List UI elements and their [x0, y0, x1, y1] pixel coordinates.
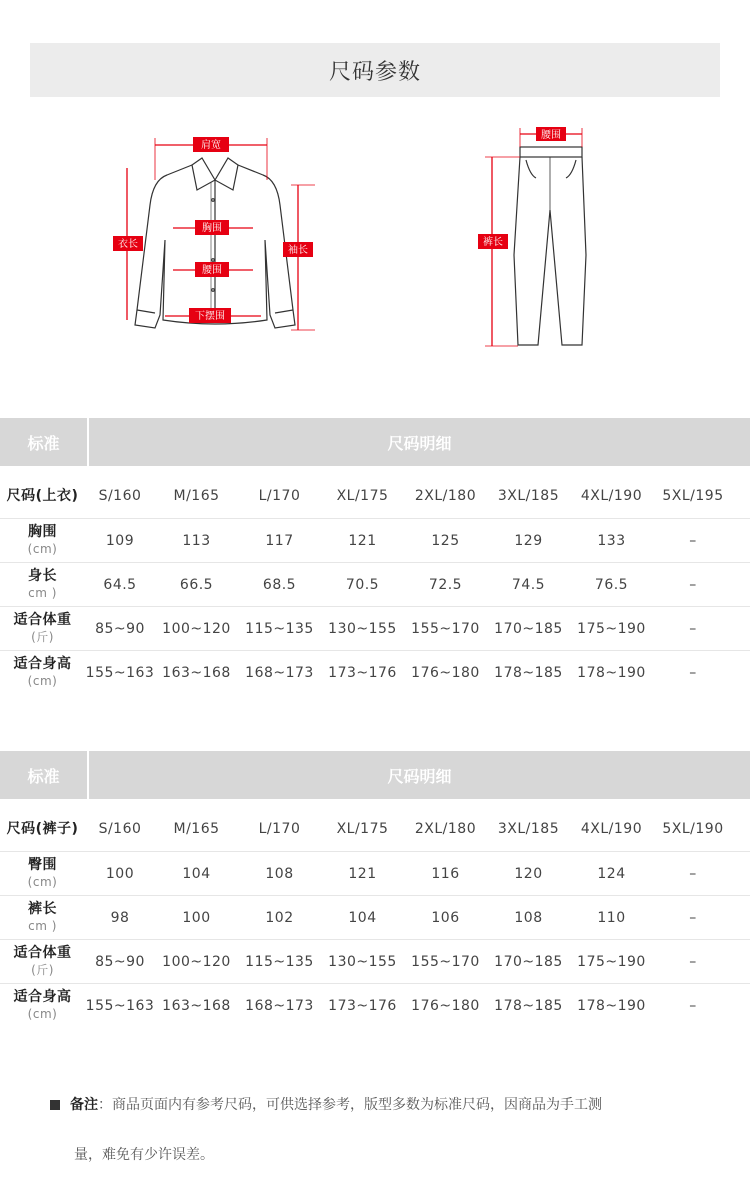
table-cell: 176~180 — [411, 998, 480, 1014]
size-cell: 2XL/180 — [414, 821, 477, 837]
table-cell: 66.5 — [179, 577, 214, 593]
row-label-unit: (斤) — [31, 630, 54, 644]
table-cell: 106 — [431, 910, 460, 926]
table-cell: – — [689, 665, 697, 681]
row-label-text: 臀围 — [28, 857, 57, 873]
note-label: 备注 — [70, 1097, 98, 1113]
table-cell: 100~120 — [162, 954, 231, 970]
size-cell: M/165 — [173, 488, 220, 504]
table-cell: 124 — [597, 866, 626, 882]
size-row-label: 尺码(裤子) — [6, 820, 79, 837]
table-cell: 100~120 — [162, 621, 231, 637]
table-cell: 98 — [110, 910, 130, 926]
table-cell: 100 — [105, 866, 135, 882]
table-cell: 129 — [514, 533, 543, 549]
table-cell: 178~185 — [494, 665, 563, 681]
row-label-text: 适合身高 — [13, 989, 72, 1005]
table-cell: 108 — [514, 910, 543, 926]
table-cell: 170~185 — [494, 954, 563, 970]
table-cell: 109 — [105, 533, 135, 549]
table-cell: 121 — [348, 866, 377, 882]
table-cell: 115~135 — [245, 621, 314, 637]
table-cell: 176~180 — [411, 665, 480, 681]
bullet-square-icon — [50, 1100, 60, 1110]
row-label — [0, 852, 85, 896]
table-cell: 74.5 — [511, 577, 546, 593]
shirt-diagram — [105, 120, 335, 360]
size-cell: 4XL/190 — [580, 821, 643, 837]
table-cell: 110 — [597, 910, 626, 926]
row-label-text: 适合体重 — [13, 945, 72, 961]
chest-label: 胸围 — [202, 223, 222, 234]
detail-header: 尺码明细 — [387, 433, 452, 453]
shoulder-label: 肩宽 — [201, 140, 221, 151]
table-header — [0, 751, 750, 799]
table-cell: 155~170 — [411, 621, 480, 637]
table-cell: 173~176 — [328, 998, 397, 1014]
table-cell: – — [689, 577, 697, 593]
pants-size-table — [0, 751, 750, 799]
table-cell: 163~168 — [162, 665, 231, 681]
table-cell: 120 — [514, 866, 543, 882]
row-label — [0, 940, 85, 984]
table-cell: 178~190 — [577, 998, 646, 1014]
size-cell: 4XL/190 — [580, 488, 643, 504]
table-cell: – — [689, 866, 697, 882]
table-row — [0, 983, 750, 1028]
size-cell: S/160 — [98, 821, 142, 837]
table-row — [0, 562, 750, 607]
row-label-unit: cm ) — [28, 919, 57, 933]
pants-length-label: 裤长 — [483, 237, 503, 248]
table-cell: 163~168 — [162, 998, 231, 1014]
size-cell: L/170 — [258, 488, 301, 504]
size-row — [0, 807, 750, 851]
size-cell: 2XL/180 — [414, 488, 477, 504]
std-header: 标准 — [0, 751, 89, 799]
table-cell: 85~90 — [95, 954, 145, 970]
size-cell: 5XL/190 — [662, 821, 724, 837]
row-label — [0, 607, 85, 651]
size-cell: XL/175 — [336, 821, 389, 837]
table-cell: 104 — [182, 866, 211, 882]
row-label-text: 适合体重 — [13, 612, 72, 628]
table-cell: 130~155 — [328, 621, 397, 637]
table-cell: 155~170 — [411, 954, 480, 970]
table-cell: – — [689, 621, 697, 637]
page-title: 尺码参数 — [30, 43, 720, 97]
pants-waist-label: 腰围 — [541, 130, 561, 141]
table-cell: 102 — [265, 910, 294, 926]
table-cell: 133 — [597, 533, 626, 549]
row-label-text: 身长 — [28, 568, 57, 584]
table-cell: – — [689, 910, 697, 926]
table-cell: 178~185 — [494, 998, 563, 1014]
table-cell: 76.5 — [594, 577, 629, 593]
table-cell: 125 — [431, 533, 460, 549]
row-label-text: 胸围 — [28, 524, 57, 540]
row-label-unit: (cm) — [27, 674, 58, 688]
row-label-unit: (斤) — [31, 963, 54, 977]
size-cell: 5XL/195 — [662, 488, 724, 504]
table-cell: 155~163 — [85, 665, 155, 681]
hem-label: 下摆围 — [195, 311, 225, 322]
size-cell: 3XL/185 — [497, 821, 560, 837]
table-row — [0, 851, 750, 896]
table-cell: 116 — [431, 866, 460, 882]
size-row — [0, 474, 750, 518]
table-cell: 68.5 — [262, 577, 297, 593]
row-label-unit: cm ) — [28, 586, 57, 600]
row-label-text: 适合身高 — [13, 656, 72, 672]
table-cell: 64.5 — [103, 577, 137, 593]
table-cell: 178~190 — [577, 665, 646, 681]
table-cell: 117 — [265, 533, 294, 549]
table-cell: 85~90 — [95, 621, 145, 637]
table-cell: – — [689, 998, 697, 1014]
sleeve-label: 袖长 — [288, 245, 308, 256]
table-cell: 115~135 — [245, 954, 314, 970]
waist-label: 腰围 — [202, 265, 222, 276]
table-cell: 121 — [348, 533, 377, 549]
note-text-2: 量，难免有少许误差。 — [74, 1147, 214, 1163]
top-size-table — [0, 418, 750, 466]
table-cell: 168~173 — [245, 665, 314, 681]
pants-diagram — [470, 120, 600, 360]
row-label — [0, 519, 85, 563]
table-cell: 170~185 — [494, 621, 563, 637]
row-label — [0, 563, 85, 607]
row-label-unit: (cm) — [27, 1007, 58, 1021]
table-cell: 175~190 — [577, 621, 646, 637]
table-cell: 72.5 — [428, 577, 463, 593]
length-label: 衣长 — [118, 239, 138, 250]
table-header — [0, 418, 750, 466]
table-cell: 108 — [265, 866, 294, 882]
table-cell: 130~155 — [328, 954, 397, 970]
table-cell: 175~190 — [577, 954, 646, 970]
table-cell: 104 — [348, 910, 377, 926]
table-cell: 113 — [182, 533, 211, 549]
row-label-unit: (cm) — [27, 875, 58, 889]
table-row — [0, 895, 750, 940]
std-header: 标准 — [0, 418, 89, 466]
table-row — [0, 518, 750, 563]
note-text-1: ：商品页面内有参考尺码，可供选择参考，版型多数为标准尺码，因商品为手工测 — [98, 1097, 602, 1113]
table-cell: 168~173 — [245, 998, 314, 1014]
table-cell: – — [689, 954, 697, 970]
size-cell: XL/175 — [336, 488, 389, 504]
table-cell: 70.5 — [345, 577, 380, 593]
table-cell: 155~163 — [85, 998, 155, 1014]
row-label-unit: (cm) — [27, 542, 58, 556]
row-label — [0, 651, 85, 695]
detail-header: 尺码明细 — [387, 766, 452, 786]
note — [50, 1080, 720, 1180]
row-label-text: 裤长 — [28, 901, 57, 917]
table-row — [0, 650, 750, 695]
size-cell: L/170 — [258, 821, 301, 837]
table-cell: 100 — [182, 910, 211, 926]
size-row-label: 尺码(上衣) — [6, 487, 79, 504]
table-cell: – — [689, 533, 697, 549]
size-cell: M/165 — [173, 821, 220, 837]
size-cell: 3XL/185 — [497, 488, 560, 504]
row-label — [0, 896, 85, 940]
table-row — [0, 939, 750, 984]
row-label — [0, 984, 85, 1028]
size-cell: S/160 — [98, 488, 142, 504]
table-row — [0, 606, 750, 651]
table-cell: 173~176 — [328, 665, 397, 681]
